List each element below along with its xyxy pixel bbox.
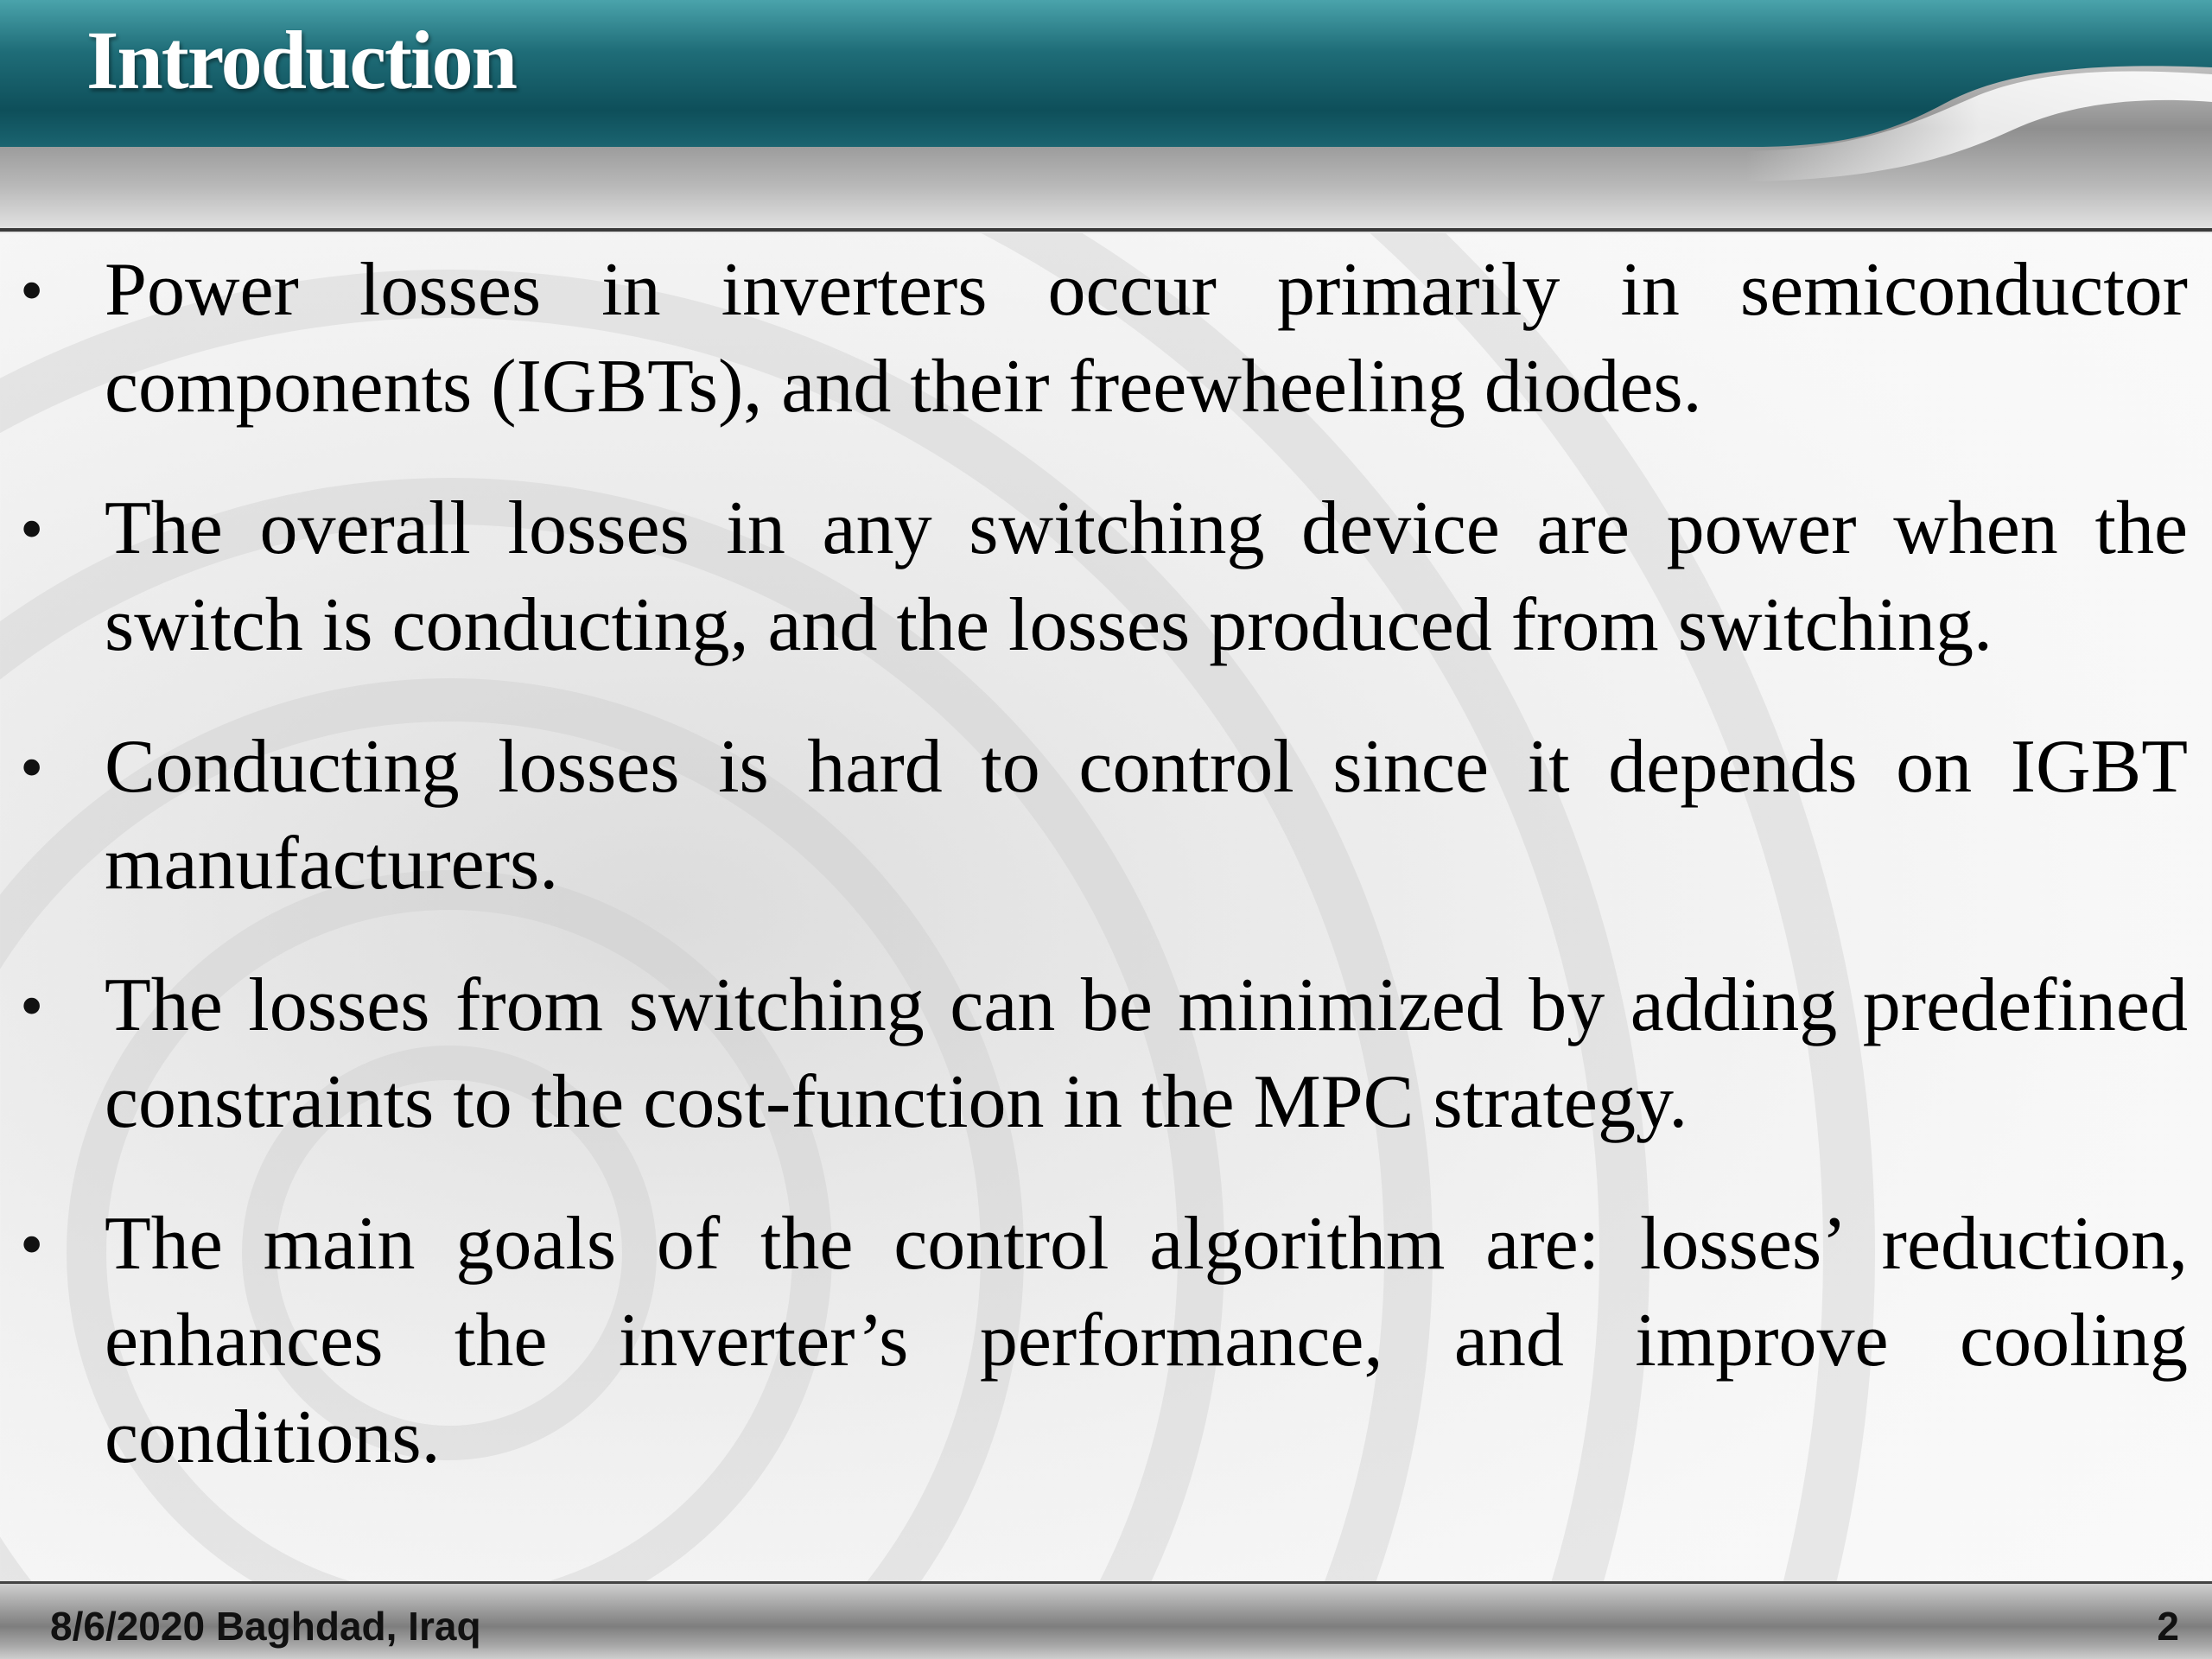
slide-number: 2 — [2157, 1604, 2179, 1649]
bullet-icon: • — [20, 1206, 44, 1281]
bullet-icon: • — [20, 491, 44, 566]
footer-date-location: 8/6/2020 Baghdad, Iraq — [50, 1604, 481, 1649]
bullet-text: Conducting losses is hard to control since it depends on IGBT manufacturers. — [105, 725, 2188, 906]
bullet-icon: • — [20, 252, 44, 327]
bullet-text: The losses from switching can be minimized by adding predefined constraints to the cost-function in the MPC strategy. — [105, 963, 2188, 1144]
bullet-icon: • — [20, 729, 44, 804]
bullet-list — [0, 242, 2212, 1486]
bullet-item — [20, 480, 2188, 674]
bullet-text: The main goals of the control algorithm are: losses’ reduction, enhances the inverter’s performance, and improve cooling conditions. — [105, 1202, 2188, 1479]
bullet-text: The overall losses in any switching device are power when the switch is conducting, and the losses produced from switching. — [105, 486, 2188, 667]
slide-footer — [0, 1581, 2212, 1659]
slide-body — [0, 242, 2212, 1531]
bullet-item — [20, 957, 2188, 1151]
bullet-text: Power losses in inverters occur primarily in semiconductor components (IGBTs), and their freewheeling diodes. — [105, 248, 2188, 429]
bullet-item — [20, 1196, 2188, 1486]
bullet-item — [20, 242, 2188, 435]
slide-title: Introduction — [86, 14, 517, 106]
bullet-item — [20, 719, 2188, 912]
bullet-icon: • — [20, 968, 44, 1043]
